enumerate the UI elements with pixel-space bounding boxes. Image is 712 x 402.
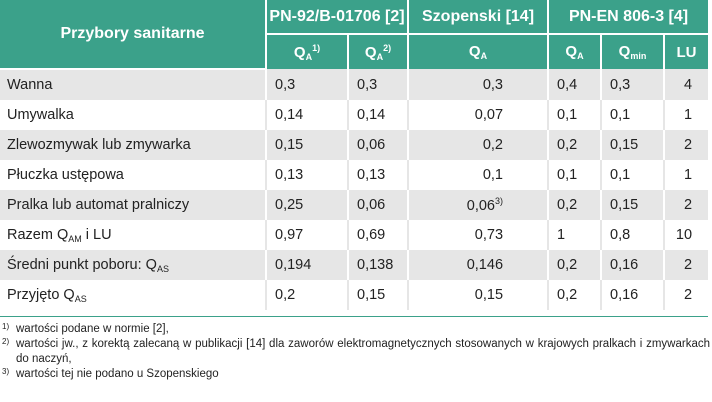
- table-row: [0, 100, 708, 130]
- subheader-en-qmin: $Q_{min}$: [601, 34, 664, 69]
- fixture-name: Razem $Q_{AM}$ i LU: [0, 220, 266, 250]
- cell-en-qmin: 0,8: [601, 220, 664, 250]
- cell-szopenski-qa: 0,2: [408, 130, 548, 160]
- cell-pn-qa2: 0,06: [348, 190, 408, 220]
- cell-szopenski-qa: 0,73: [408, 220, 548, 250]
- footnote-mark: 2): [2, 337, 10, 346]
- cell-en-lu: 2: [664, 190, 708, 220]
- cell-en-qmin: 0,1: [601, 100, 664, 130]
- cell-pn-qa2: 0,15: [348, 280, 408, 310]
- cell-pn-qa2: 0,06: [348, 130, 408, 160]
- cell-en-lu: 2: [664, 280, 708, 310]
- cell-szopenski-qa: 0,1: [408, 160, 548, 190]
- table-row: [0, 280, 708, 310]
- fixture-name: Zlewozmywak lub zmywarka: [0, 130, 266, 160]
- cell-pn-qa1: 0,2: [266, 280, 348, 310]
- table-row: [0, 130, 708, 160]
- cell-en-qa: 0,2: [548, 280, 601, 310]
- table-bottom-rule: [0, 316, 708, 317]
- table-row: [0, 190, 708, 220]
- footnote-mark: 3): [2, 367, 10, 376]
- cell-en-qa: 0,2: [548, 250, 601, 280]
- fixture-name: Przyjęto $Q_{AS}$: [0, 280, 266, 310]
- cell-en-qa: 1: [548, 220, 601, 250]
- fixture-name: Wanna: [0, 69, 266, 100]
- cell-szopenski-qa: 0,07: [408, 100, 548, 130]
- cell-en-qa: 0,1: [548, 100, 601, 130]
- cell-en-lu: 4: [664, 69, 708, 100]
- cell-en-lu: 10: [664, 220, 708, 250]
- subheader-szopenski-qa: $Q_A$: [408, 34, 548, 69]
- cell-pn-qa2: 0,3: [348, 69, 408, 100]
- cell-pn-qa2: 0,14: [348, 100, 408, 130]
- cell-pn-qa2: 0,138: [348, 250, 408, 280]
- group-header-pnen806: PN-EN 806-3 [4]: [548, 0, 708, 34]
- fixture-name: Pralka lub automat pralniczy: [0, 190, 266, 220]
- footnote: [2, 337, 710, 367]
- cell-pn-qa1: 0,25: [266, 190, 348, 220]
- table-body: [0, 69, 708, 310]
- cell-en-qmin: 0,16: [601, 280, 664, 310]
- cell-en-qmin: 0,15: [601, 190, 664, 220]
- cell-en-lu: 1: [664, 160, 708, 190]
- cell-pn-qa1: 0,14: [266, 100, 348, 130]
- cell-pn-qa1: 0,194: [266, 250, 348, 280]
- footnote: [2, 322, 710, 337]
- cell-en-qa: 0,1: [548, 160, 601, 190]
- group-header-szopenski: Szopenski [14]: [408, 0, 548, 34]
- cell-en-qa: 0,2: [548, 190, 601, 220]
- table-row: [0, 69, 708, 100]
- cell-en-qmin: 0,15: [601, 130, 664, 160]
- cell-pn-qa1: 0,3: [266, 69, 348, 100]
- cell-en-lu: 2: [664, 130, 708, 160]
- cell-en-lu: 2: [664, 250, 708, 280]
- subheader-qa1: $Q_A^{1)}$: [266, 34, 348, 69]
- cell-szopenski-qa: 0,15: [408, 280, 548, 310]
- table-row: [0, 250, 708, 280]
- cell-pn-qa1: 0,13: [266, 160, 348, 190]
- fixture-name: Płuczka ustępowa: [0, 160, 266, 190]
- cell-pn-qa2: 0,69: [348, 220, 408, 250]
- subheader-qa2: $Q_A^{2)}$: [348, 34, 408, 69]
- subheader-en-lu: LU: [664, 34, 708, 69]
- cell-en-qmin: 0,16: [601, 250, 664, 280]
- footnote-text: wartości podane w normie [2],: [16, 323, 169, 335]
- cell-en-qmin: 0,3: [601, 69, 664, 100]
- cell-en-qmin: 0,1: [601, 160, 664, 190]
- footnote-mark: 1): [2, 322, 10, 331]
- footnotes: [2, 322, 710, 382]
- cell-pn-qa2: 0,13: [348, 160, 408, 190]
- fixture-name: Umywalka: [0, 100, 266, 130]
- table-row: [0, 220, 708, 250]
- cell-szopenski-qa: 0,06$^{3)}$: [408, 190, 548, 220]
- cell-en-qa: 0,2: [548, 130, 601, 160]
- cell-en-qa: 0,4: [548, 69, 601, 100]
- footnote-text: wartości tej nie podano u Szopenskiego: [16, 368, 219, 380]
- column-title: Przybory sanitarne: [0, 0, 266, 69]
- fixture-name: Średni punkt poboru: $Q_{AS}$: [0, 250, 266, 280]
- cell-szopenski-qa: 0,146: [408, 250, 548, 280]
- footnote-text: wartości jw., z korektą zalecaną w publikacji [14] dla zaworów elektromagnetycznych stosowanych w krajowych pralkach i zmywarkach do naczyń,: [16, 338, 710, 365]
- cell-pn-qa1: 0,15: [266, 130, 348, 160]
- cell-szopenski-qa: 0,3: [408, 69, 548, 100]
- group-header-pn92: PN-92/B-01706 [2]: [266, 0, 408, 34]
- cell-pn-qa1: 0,97: [266, 220, 348, 250]
- subheader-en-qa: $Q_A$: [548, 34, 601, 69]
- table-row: [0, 160, 708, 190]
- footnote: [2, 367, 710, 382]
- cell-en-lu: 1: [664, 100, 708, 130]
